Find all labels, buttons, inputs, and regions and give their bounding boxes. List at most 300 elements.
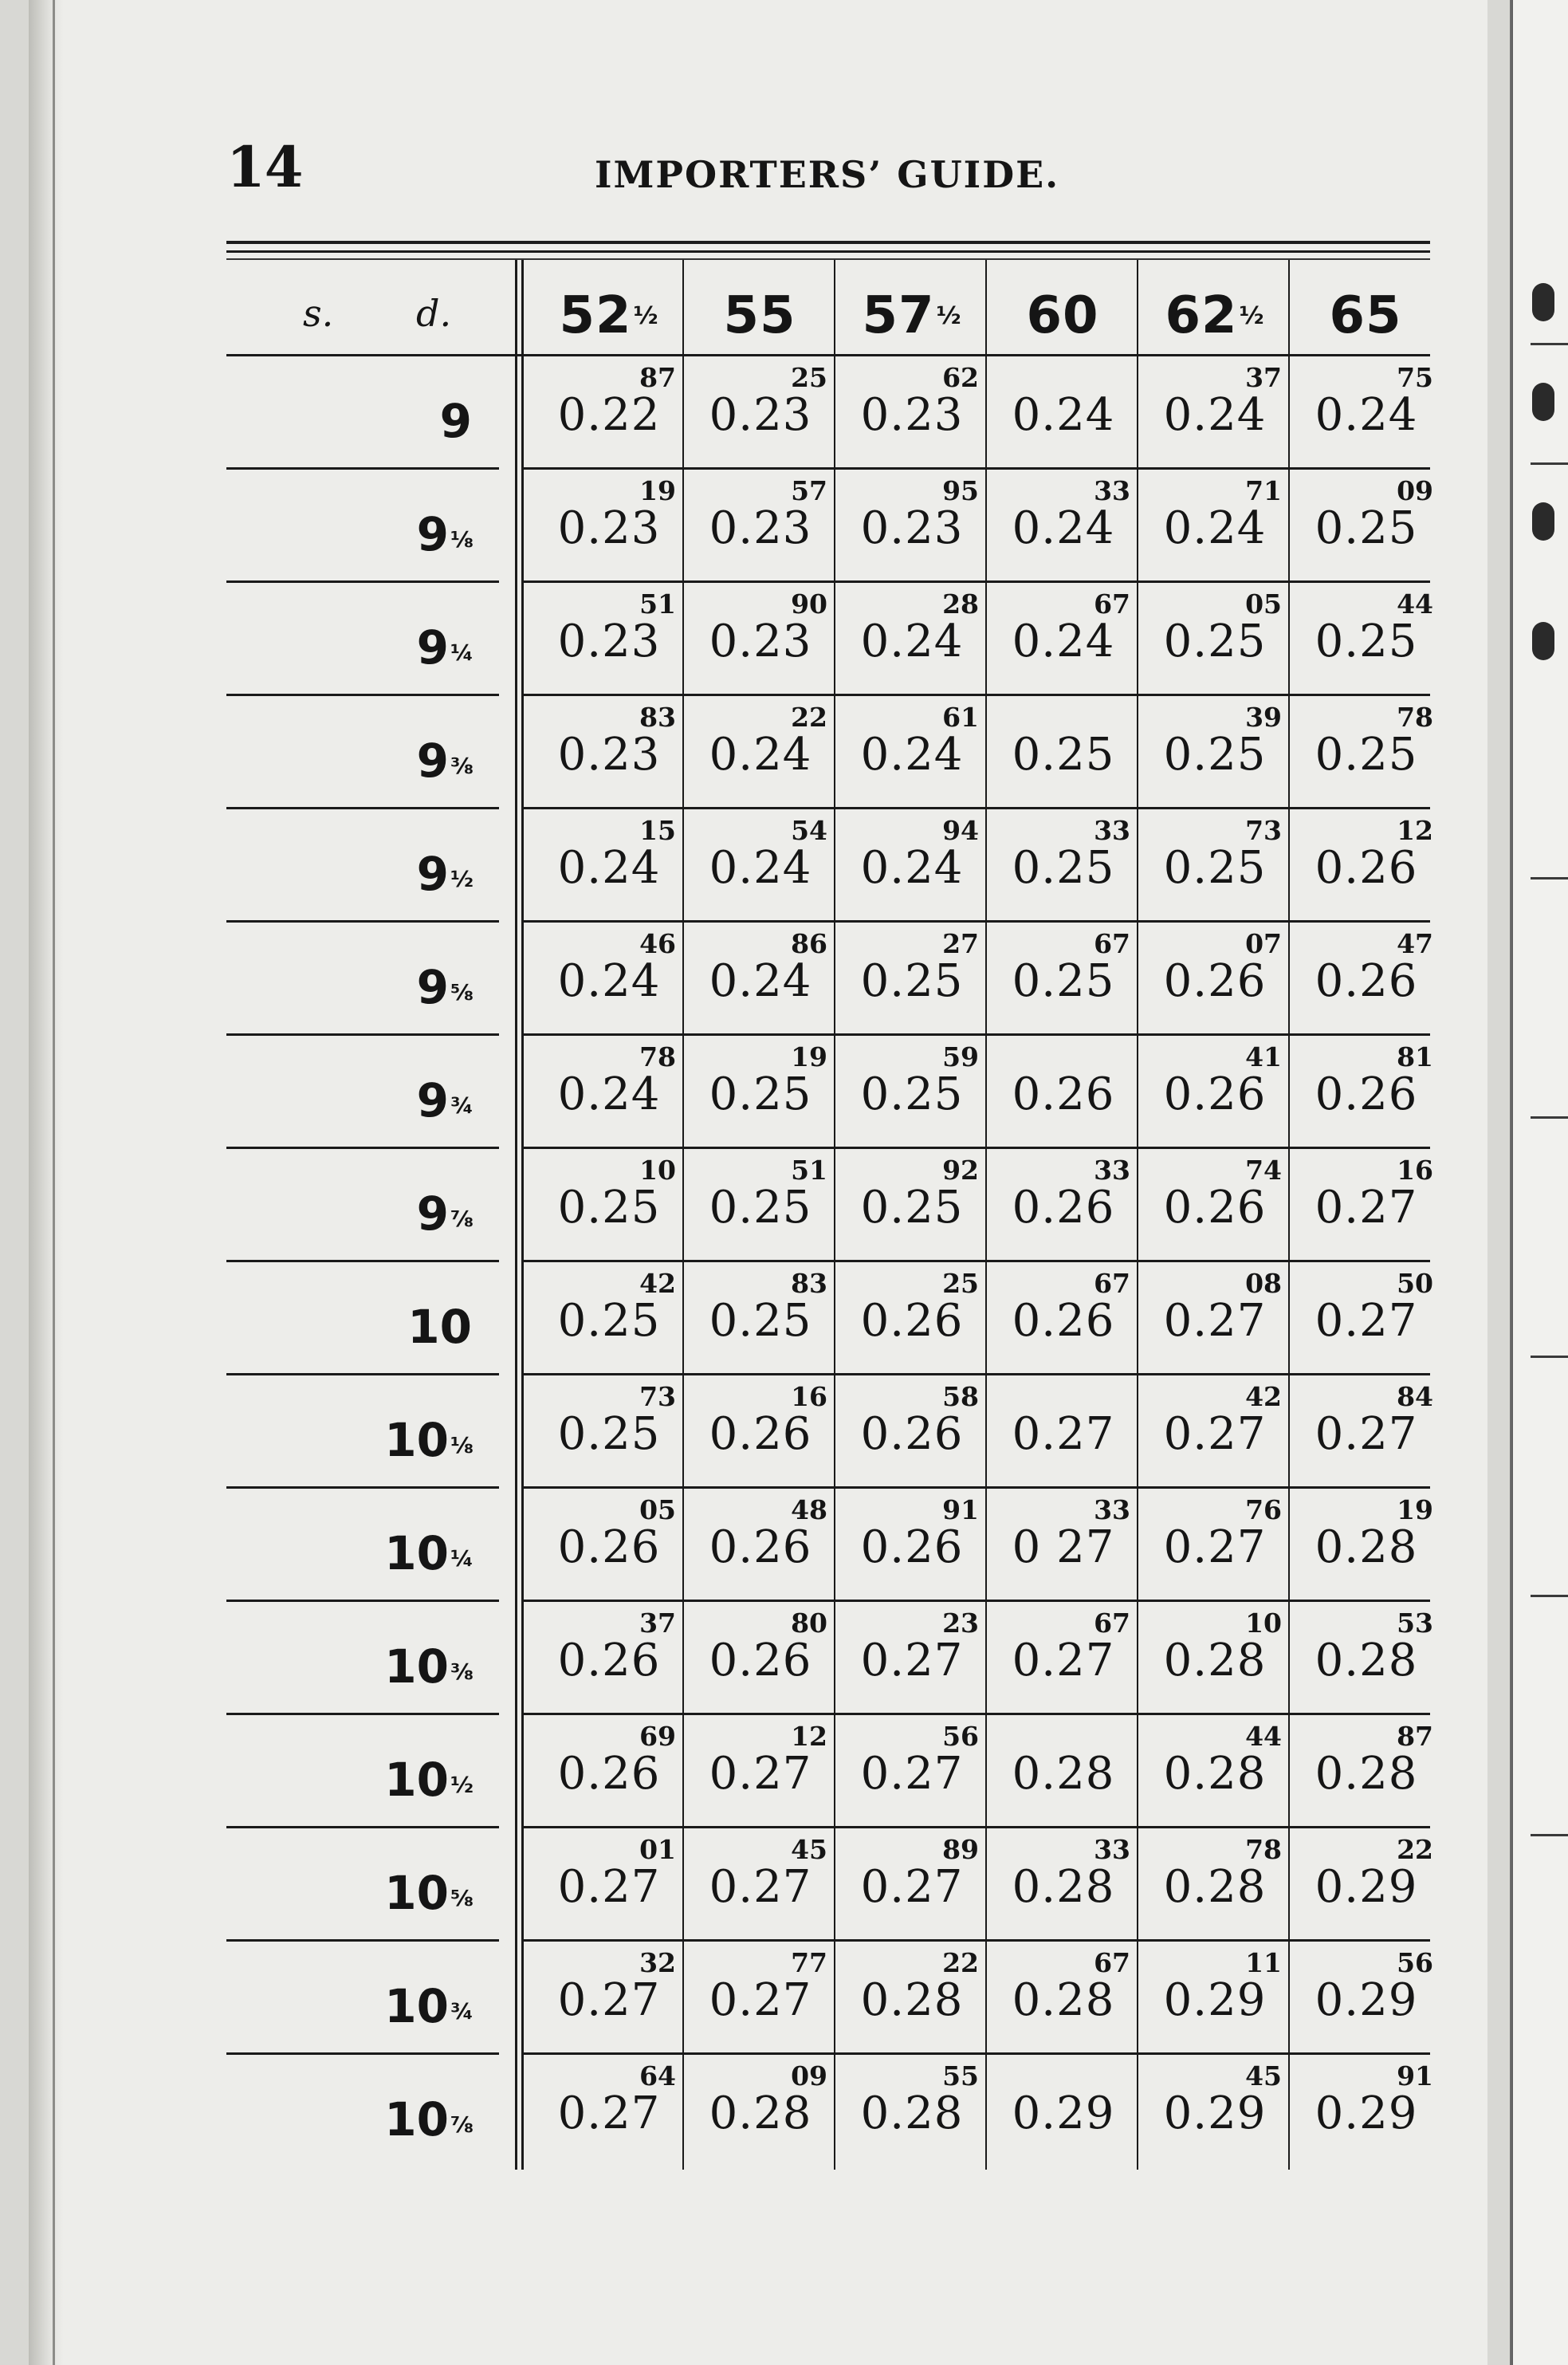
pence-fraction: ¼ [450,639,474,666]
cell-superscript: 41 [1245,1041,1282,1072]
cell-value: 0.27 [860,1635,964,1686]
cell-value: 0.28 [1012,1974,1115,2026]
cell-value: 0.24 [709,729,812,781]
cell-value: 0.27 [1163,1408,1267,1460]
cell-superscript: 62 [942,362,979,393]
cell-value: 0.26 [860,1408,964,1460]
cell-value: 0.28 [1163,1861,1267,1913]
table-cell [534,694,684,807]
cell-value: 0.24 [860,616,964,667]
table-cell [988,694,1138,807]
column-header-whole: 55 [723,286,796,345]
cell-superscript: 33 [1094,815,1130,846]
table-row [226,1147,1433,1260]
pence-whole: 10 [384,1413,450,1467]
pence-label [362,734,474,797]
cell-superscript: 67 [1094,1607,1130,1639]
table-cell [1291,1486,1441,1600]
table-cell [988,1713,1138,1826]
cell-superscript: 54 [791,815,827,846]
table-cell [837,580,987,694]
cell-value: 0.27 [1012,1635,1115,1686]
table-row [226,1713,1433,1826]
pence-whole: 9 [416,507,450,561]
page-number: 14 [226,134,303,200]
cell-value: 0.24 [1012,389,1115,441]
cell-superscript: 44 [1397,588,1433,620]
pence-fraction: ⅛ [450,526,474,553]
cell-value: 0.28 [1163,1635,1267,1686]
table-cell [1291,1147,1441,1260]
pence-label [362,847,474,911]
cell-value: 0.28 [1163,1748,1267,1800]
column-header [686,276,835,356]
pence-whole: 10 [384,1753,450,1807]
cell-superscript: 10 [1245,1607,1282,1639]
table-cell [1291,354,1441,467]
cell-superscript: 33 [1094,1155,1130,1186]
pence-whole: 10 [384,2092,450,2147]
table-cell [534,1260,684,1373]
cell-value: 0.23 [860,389,964,441]
cell-superscript: 12 [791,1721,827,1752]
table-cell [686,807,835,920]
cell-value: 0.26 [557,1635,661,1686]
cell-superscript: 67 [1094,1947,1130,1978]
table-cell [534,920,684,1033]
cell-value: 0.23 [557,616,661,667]
pence-label [362,2092,474,2156]
cell-value: 0.23 [557,729,661,781]
cell-value: 0.26 [860,1295,964,1347]
cell-superscript: 61 [942,702,979,733]
cell-superscript: 57 [791,475,827,506]
table-cell [837,1600,987,1713]
pence-whole: 9 [416,620,450,675]
bleed-rule [1531,1595,1568,1597]
cell-superscript: 76 [1245,1494,1282,1525]
cell-superscript: 91 [1397,2060,1433,2092]
table-cell [837,1826,987,1939]
table-cell [686,694,835,807]
pence-fraction: ¼ [450,1545,474,1572]
column-header [988,276,1138,356]
cell-value: 0.28 [860,2088,964,2139]
cell-value: 0.25 [1315,616,1418,667]
bleed-mark [1532,622,1554,660]
cell-superscript: 81 [1397,1041,1433,1072]
bleed-mark [1532,502,1554,541]
table-cell [837,1713,987,1826]
table-cell [686,354,835,467]
cell-value: 0.26 [709,1408,812,1460]
cell-superscript: 42 [1245,1381,1282,1412]
cell-value: 0.28 [1315,1635,1418,1686]
cell-value: 0.29 [1315,2088,1418,2139]
cell-value: 0.24 [1163,389,1267,441]
pence-fraction: ⅞ [450,2111,474,2138]
cell-value: 0.24 [1163,502,1267,554]
table-cell [686,1713,835,1826]
table-cell [988,1373,1138,1486]
pence-label [362,1526,474,1590]
pence-label [362,507,474,571]
column-header-whole: 52 [559,286,632,345]
cell-value: 0.28 [1012,1861,1115,1913]
cell-superscript: 09 [791,2060,827,2092]
cell-value: 0.27 [860,1861,964,1913]
table-row [226,694,1433,807]
table-cell [1291,467,1441,580]
cell-value: 0.27 [1315,1408,1418,1460]
cell-value: 0.25 [709,1068,812,1120]
pence-fraction: ½ [450,866,474,892]
table-cell [837,1147,987,1260]
table-row [226,807,1433,920]
table-cell [1140,580,1290,694]
cell-value: 0.26 [1163,955,1267,1007]
cell-superscript: 19 [639,475,676,506]
cell-value: 0.28 [709,2088,812,2139]
pence-whole: 9 [416,960,450,1014]
cell-value: 0.24 [1315,389,1418,441]
cell-superscript: 10 [639,1155,676,1186]
table-cell [1291,1939,1441,2052]
table-cell [988,1826,1138,1939]
table-cell [988,2052,1138,2166]
pence-whole: 10 [384,1639,450,1694]
pence-whole: 10 [384,1979,450,2033]
cell-superscript: 32 [639,1947,676,1978]
pence-label [362,1866,474,1930]
cell-value: 0.24 [709,955,812,1007]
cell-value: 0.27 [557,1974,661,2026]
cell-value: 0.26 [557,1521,661,1573]
table-cell [1140,807,1290,920]
table-cell [534,354,684,467]
cell-superscript: 47 [1397,928,1433,959]
cell-superscript: 45 [791,1834,827,1865]
table-cell [686,1033,835,1147]
table-cell [1140,1600,1290,1713]
pence-header: d. [416,292,452,335]
cell-value: 0.25 [1163,616,1267,667]
pence-whole: 9 [416,847,450,901]
cell-value: 0.29 [1012,2088,1115,2139]
pence-label [362,1979,474,2043]
table-cell [1140,1939,1290,2052]
table-cell [1291,580,1441,694]
table-cell [1291,920,1441,1033]
cell-superscript: 83 [791,1268,827,1299]
cell-value: 0.29 [1163,2088,1267,2139]
table-cell [1291,1260,1441,1373]
pence-whole: 9 [416,1073,450,1127]
cell-superscript: 71 [1245,475,1282,506]
table-cell [1291,1373,1441,1486]
pence-fraction: ½ [450,1772,474,1798]
cell-superscript: 05 [639,1494,676,1525]
table-cell [988,354,1138,467]
table-row [226,1486,1433,1600]
table-row [226,1939,1433,2052]
table-cell [1291,1713,1441,1826]
cell-superscript: 16 [1397,1155,1433,1186]
cell-value: 0.26 [1012,1295,1115,1347]
cell-superscript: 22 [942,1947,979,1978]
table-cell [534,1486,684,1600]
cell-superscript: 67 [1094,588,1130,620]
table-cell [686,1600,835,1713]
running-head: IMPORTERS’ GUIDE. [595,153,1060,196]
cell-superscript: 01 [639,1834,676,1865]
table-cell [988,580,1138,694]
conversion-table [226,260,1433,2170]
cell-superscript: 51 [639,588,676,620]
cell-value: 0.25 [860,1068,964,1120]
cell-value: 0.26 [1163,1068,1267,1120]
table-cell [988,1486,1138,1600]
cell-value: 0.24 [709,842,812,894]
table-cell [686,920,835,1033]
cell-superscript: 87 [639,362,676,393]
table-cell [1140,1033,1290,1147]
table-row [226,1600,1433,1713]
cell-value: 0.25 [860,1182,964,1234]
cell-superscript: 46 [639,928,676,959]
table-cell [534,1147,684,1260]
column-header-whole: 60 [1026,286,1099,345]
cell-superscript: 27 [942,928,979,959]
table-cell [534,1033,684,1147]
cell-value: 0.25 [1012,729,1115,781]
cell-value: 0.27 [860,1748,964,1800]
cell-value: 0.23 [860,502,964,554]
pence-whole: 9 [439,394,472,448]
cell-value: 0.27 [557,2088,661,2139]
cell-value: 0.26 [1012,1068,1115,1120]
pence-fraction: ⅝ [450,979,474,1005]
cell-value: 0.23 [557,502,661,554]
cell-superscript: 73 [1245,815,1282,846]
table-cell [1140,467,1290,580]
cell-value: 0.25 [709,1182,812,1234]
table-cell [1140,1260,1290,1373]
cell-superscript: 15 [639,815,676,846]
table-row [226,2052,1433,2166]
column-header-fraction: ½ [1239,301,1265,330]
cell-value: 0.25 [1012,955,1115,1007]
bleed-mark [1532,283,1554,321]
column-header-fraction: ½ [936,301,962,330]
pence-label [362,620,474,684]
table-cell [534,467,684,580]
cell-superscript: 25 [942,1268,979,1299]
cell-superscript: 94 [942,815,979,846]
cell-superscript: 58 [942,1381,979,1412]
table-cell [534,1713,684,1826]
cell-superscript: 89 [942,1834,979,1865]
cell-superscript: 22 [1397,1834,1433,1865]
table-cell [1140,1826,1290,1939]
cell-superscript: 90 [791,588,827,620]
table-cell [686,1486,835,1600]
table-cell [837,467,987,580]
cell-value: 0.26 [1315,1068,1418,1120]
cell-value: 0.25 [709,1295,812,1347]
cell-value: 0.25 [1315,729,1418,781]
cell-value: 0.26 [1315,955,1418,1007]
table-row [226,920,1433,1033]
table-cell [837,1260,987,1373]
table-cell [686,580,835,694]
column-header-fraction: ½ [633,301,659,330]
table-cell [1140,2052,1290,2166]
cell-value: 0.28 [1315,1748,1418,1800]
cell-superscript: 05 [1245,588,1282,620]
table-cell [1140,1147,1290,1260]
table-cell [837,1939,987,2052]
table-cell [1140,1713,1290,1826]
cell-superscript: 45 [1245,2060,1282,2092]
table-cell [988,1033,1138,1147]
table-row [226,1260,1433,1373]
cell-superscript: 92 [942,1155,979,1186]
cell-value: 0.24 [557,1068,661,1120]
table-cell [1291,1600,1441,1713]
table-cell [837,920,987,1033]
bleed-mark [1532,383,1554,421]
cell-value: 0.27 [709,1974,812,2026]
cell-value: 0.27 [1315,1295,1418,1347]
table-cell [1291,807,1441,920]
page-left-edge [29,0,64,2365]
cell-value: 0.27 [1163,1295,1267,1347]
cell-superscript: 55 [942,2060,979,2092]
shillings-header: s. [303,292,334,335]
cell-value: 0.24 [860,842,964,894]
cell-value: 0.26 [1163,1182,1267,1234]
table-cell [988,807,1138,920]
cell-superscript: 86 [791,928,827,959]
cell-superscript: 39 [1245,702,1282,733]
table-cell [988,1260,1138,1373]
cell-superscript: 78 [639,1041,676,1072]
cell-value: 0.29 [1315,1974,1418,2026]
column-header [1291,276,1441,356]
cell-superscript: 37 [1245,362,1282,393]
pence-label [362,960,474,1024]
cell-superscript: 19 [791,1041,827,1072]
cell-value: 0.25 [860,955,964,1007]
pence-whole: 10 [407,1300,472,1354]
table-cell [1291,1826,1441,1939]
cell-superscript: 95 [942,475,979,506]
pence-fraction: ¾ [450,1998,474,2025]
cell-superscript: 53 [1397,1607,1433,1639]
table-cell [1291,694,1441,807]
table-row [226,354,1433,467]
table-cell [534,1373,684,1486]
cell-value: 0.25 [557,1295,661,1347]
table-cell [686,1373,835,1486]
pence-fraction: ⅛ [450,1432,474,1458]
cell-superscript: 56 [1397,1947,1433,1978]
table-cell [686,2052,835,2166]
cell-superscript: 25 [791,362,827,393]
cell-value: 0.27 [1012,1408,1115,1460]
cell-superscript: 48 [791,1494,827,1525]
table-cell [534,2052,684,2166]
cell-value: 0.27 [557,1861,661,1913]
cell-value: 0.26 [557,1748,661,1800]
cell-value: 0.24 [1012,502,1115,554]
table-cell [1140,920,1290,1033]
bleed-rule [1531,343,1568,345]
table-cell [686,1260,835,1373]
table-cell [988,1939,1138,2052]
cell-value: 0.28 [1315,1521,1418,1573]
cell-value: 0.25 [1012,842,1115,894]
cell-value: 0.26 [860,1521,964,1573]
cell-value: 0.23 [709,389,812,441]
pence-fraction: ¾ [450,1092,474,1119]
table-cell [1291,1033,1441,1147]
cell-superscript: 08 [1245,1268,1282,1299]
table-cell [686,467,835,580]
table-cell [534,1600,684,1713]
cell-superscript: 23 [942,1607,979,1639]
cell-superscript: 77 [791,1947,827,1978]
cell-superscript: 83 [639,702,676,733]
column-header-whole: 65 [1329,286,1402,345]
cell-superscript: 51 [791,1155,827,1186]
pence-whole: 9 [416,1186,450,1241]
cell-superscript: 64 [639,2060,676,2092]
pence-fraction: ⅜ [450,1659,474,1685]
table-row [226,467,1433,580]
table-cell [1291,2052,1441,2166]
cell-value: 0.25 [1163,842,1267,894]
pence-fraction: ⅝ [450,1885,474,1911]
table-cell [1140,1486,1290,1600]
pence-label [362,1073,474,1137]
table-cell [837,354,987,467]
cell-superscript: 33 [1094,1494,1130,1525]
pence-whole: 9 [416,734,450,788]
pence-label [362,1300,474,1364]
cell-superscript: 50 [1397,1268,1433,1299]
table-cell [686,1826,835,1939]
cell-superscript: 84 [1397,1381,1433,1412]
cell-superscript: 87 [1397,1721,1433,1752]
bleed-rule [1531,1356,1568,1358]
cell-superscript: 91 [942,1494,979,1525]
cell-value: 0.27 [709,1748,812,1800]
table-row [226,1033,1433,1147]
table-row [226,1826,1433,1939]
pence-label [362,1186,474,1250]
cell-superscript: 28 [942,588,979,620]
pence-whole: 10 [384,1866,450,1920]
table-cell [837,1373,987,1486]
cell-value: 0.26 [1315,842,1418,894]
cell-value: 0.23 [709,502,812,554]
pence-label [362,1639,474,1703]
cell-superscript: 16 [791,1381,827,1412]
cell-superscript: 73 [639,1381,676,1412]
cell-value: 0.23 [709,616,812,667]
